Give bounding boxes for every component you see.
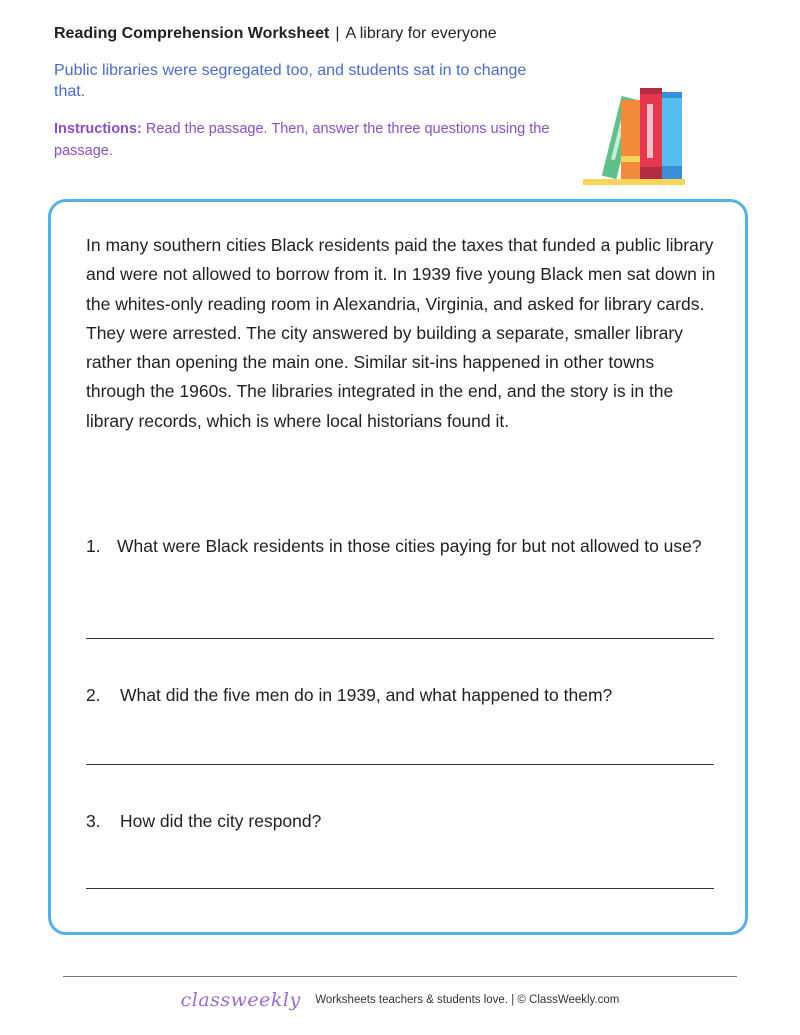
footer-divider <box>63 976 737 977</box>
question-2-text: What did the five men do in 1939, and what happened to them? <box>120 685 613 705</box>
worksheet-subtitle: Public libraries were segregated too, and students sat in to change that. <box>54 62 527 100</box>
question-3-number: 3. <box>86 811 101 831</box>
question-1 <box>86 533 716 559</box>
question-2 <box>86 682 716 708</box>
worksheet-header <box>54 25 497 43</box>
header-separator: | <box>335 25 340 42</box>
footer <box>0 989 800 1011</box>
instructions-label: Instructions: <box>54 121 142 137</box>
instructions <box>54 118 564 162</box>
worksheet-title: Reading Comprehension Worksheet <box>54 25 330 42</box>
question-3 <box>86 808 716 834</box>
question-2-number: 2. <box>86 685 101 705</box>
question-3-text: How did the city respond? <box>120 811 322 831</box>
reading-passage: In many southern cities Black residents paid the taxes that funded a public library and were not allowed to borrow from it. In 1939 five young Black men sat down in the whites-only reading room in Alexandria, Virginia, and asked for library cards. They were arrested. The city answered by building a separate, smaller library rather than opening the main one. Similar sit-ins happened in other towns through the 1960s. The libraries integrated in the end, and the story is in the library records, which is where local historians found it. <box>86 235 716 431</box>
classweekly-logo: classweekly <box>180 989 301 1011</box>
answer-line-1[interactable] <box>86 638 714 639</box>
answer-line-2[interactable] <box>86 764 714 765</box>
footer-tagline: Worksheets teachers & students love. | © ClassWeekly.com <box>315 994 620 1006</box>
worksheet-topic: A library for everyone <box>345 25 497 42</box>
instructions-text: Read the passage. Then, answer the three questions using the passage. <box>54 121 550 159</box>
answer-line-3[interactable] <box>86 888 714 889</box>
books-on-shelf-icon <box>580 84 690 188</box>
question-1-number: 1. <box>86 536 101 556</box>
question-1-text: What were Black residents in those cities paying for but not allowed to use? <box>117 536 702 556</box>
